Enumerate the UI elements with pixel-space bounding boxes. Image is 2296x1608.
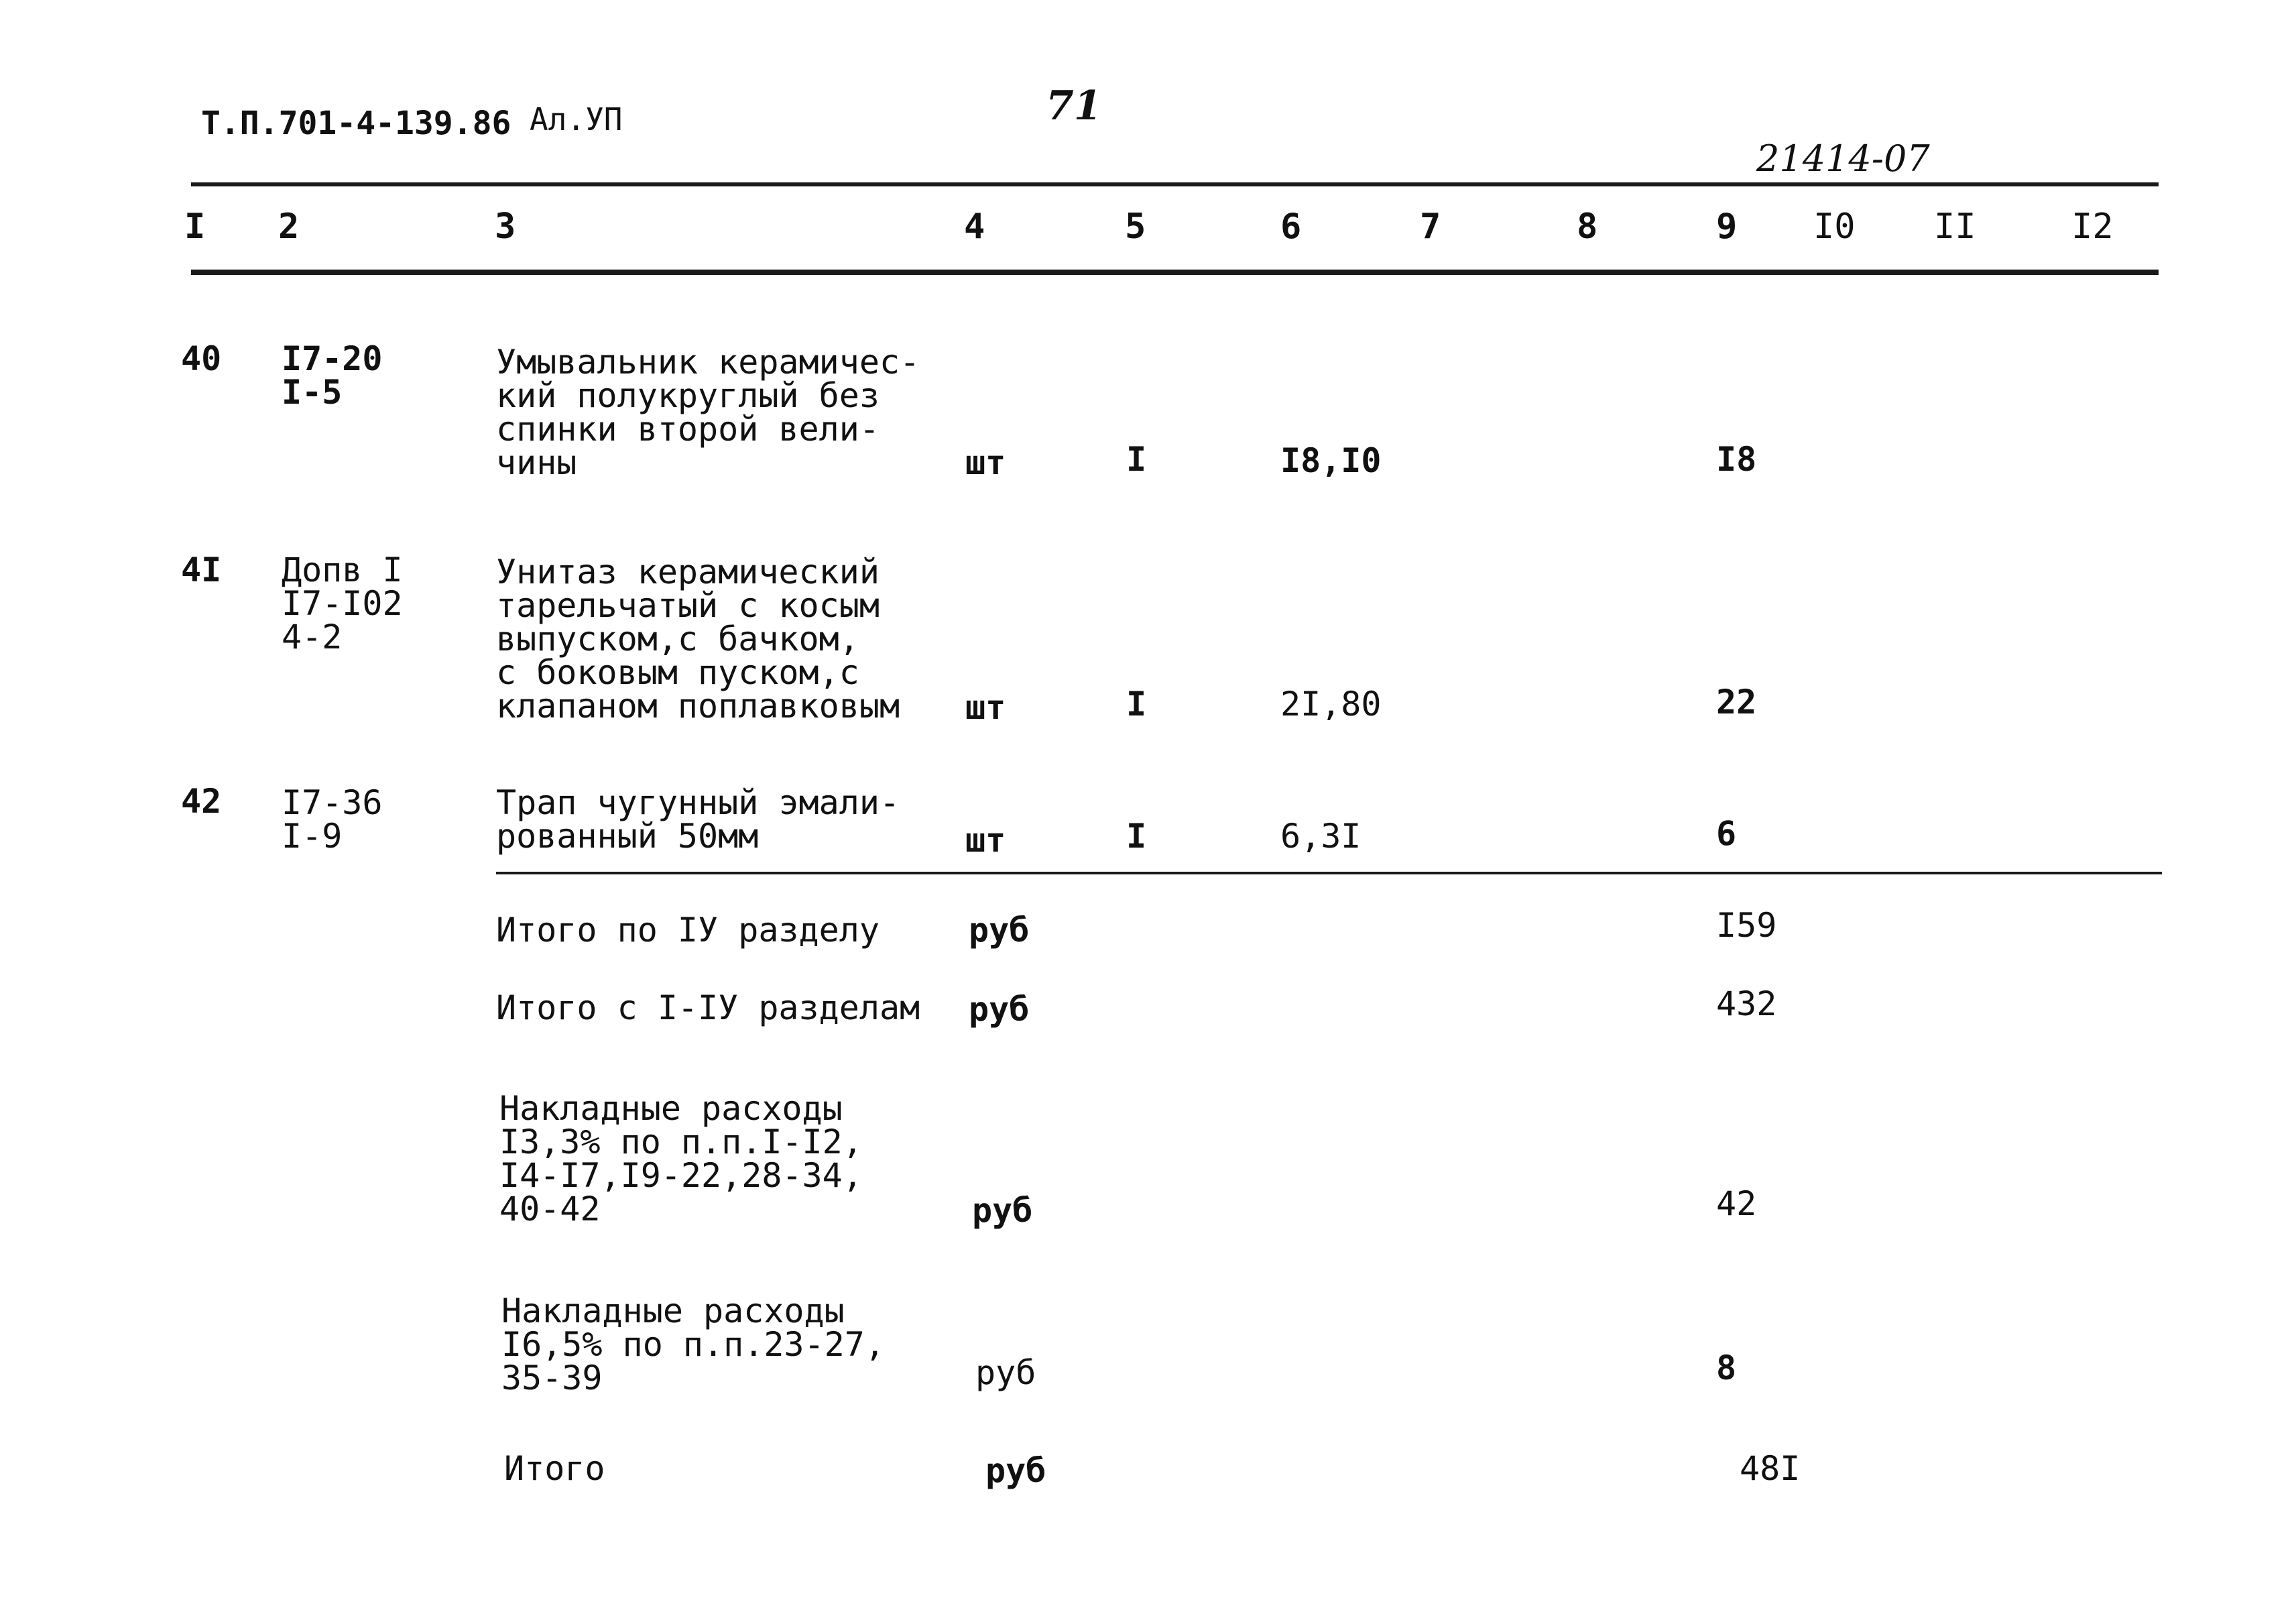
document-code: Т.П.701-4-139.86 — [201, 105, 511, 142]
unit: шт — [965, 688, 1006, 727]
unit-price: 2I,80 — [1280, 685, 1382, 724]
unit-price: 6,3I — [1280, 817, 1362, 856]
quantity: I — [1126, 440, 1147, 479]
quantity: I — [1126, 817, 1147, 856]
quantity: I — [1126, 685, 1147, 724]
norm-code: I7-36 I-9 — [282, 783, 383, 856]
summary-total: 8 — [1716, 1348, 1737, 1387]
column-header: 6 — [1280, 207, 1302, 247]
total-cost: 6 — [1716, 814, 1737, 853]
summary-total: 432 — [1716, 984, 1777, 1023]
row-number: 42 — [181, 782, 222, 821]
totals-divider — [496, 872, 2162, 874]
summary-total: 42 — [1716, 1184, 1757, 1223]
column-header: 2 — [278, 207, 300, 247]
item-name: Трап чугунный эмали- рованный 50мм — [496, 783, 900, 856]
row-number: 4I — [181, 551, 222, 589]
summary-name: Итого — [504, 1449, 605, 1488]
column-header: I2 — [2071, 207, 2114, 247]
summary-total: I59 — [1716, 906, 1777, 945]
summary-unit: руб — [969, 990, 1030, 1029]
column-header: 5 — [1125, 207, 1146, 247]
norm-code: I7-20 I-5 — [282, 339, 383, 412]
summary-unit: руб — [975, 1353, 1036, 1392]
row-number: 40 — [181, 339, 222, 378]
column-header: II — [1934, 207, 1976, 247]
summary-name: Накладные расходы I6,5% по п.п.23-27, 35-39 — [501, 1291, 885, 1397]
column-header: I — [184, 207, 206, 247]
summary-name: Итого с I-IУ разделам — [496, 988, 920, 1027]
album-number: Ал.УП — [530, 101, 623, 137]
column-header: 4 — [964, 207, 985, 247]
total-cost: I8 — [1716, 440, 1757, 479]
top-rule — [191, 182, 2159, 186]
summary-unit: руб — [969, 911, 1030, 950]
total-cost: 22 — [1716, 683, 1757, 722]
column-header: I0 — [1813, 207, 1856, 247]
summary-total: 48I — [1740, 1449, 1801, 1488]
column-header: 9 — [1716, 207, 1738, 247]
column-header: 7 — [1420, 207, 1441, 247]
unit: шт — [965, 443, 1006, 482]
page-number: 71 — [1046, 82, 1102, 129]
summary-unit: руб — [972, 1191, 1033, 1230]
summary-name: Накладные расходы I3,3% по п.п.I-I2, I4-I7,I9-22,28-34, 40-42 — [499, 1089, 863, 1228]
column-header: 8 — [1577, 207, 1598, 247]
unit-price: I8,I0 — [1280, 441, 1382, 480]
column-header: 3 — [495, 207, 516, 247]
summary-unit: руб — [985, 1451, 1046, 1490]
header-bottom-rule — [191, 270, 2159, 275]
archive-number: 21414-07 — [1756, 137, 1930, 180]
norm-code: Допв I I7-I02 4-2 — [282, 551, 403, 656]
summary-name: Итого по IУ разделу — [496, 911, 880, 950]
item-name: Умывальник керамичес- кий полукруглый без спинки второй вели- чины — [496, 343, 920, 482]
unit: шт — [965, 821, 1006, 860]
item-name: Унитаз керамический тарельчатый с косым выпуском,с бачком, с боковым пуском,с клапаном поплавковым — [496, 553, 900, 726]
